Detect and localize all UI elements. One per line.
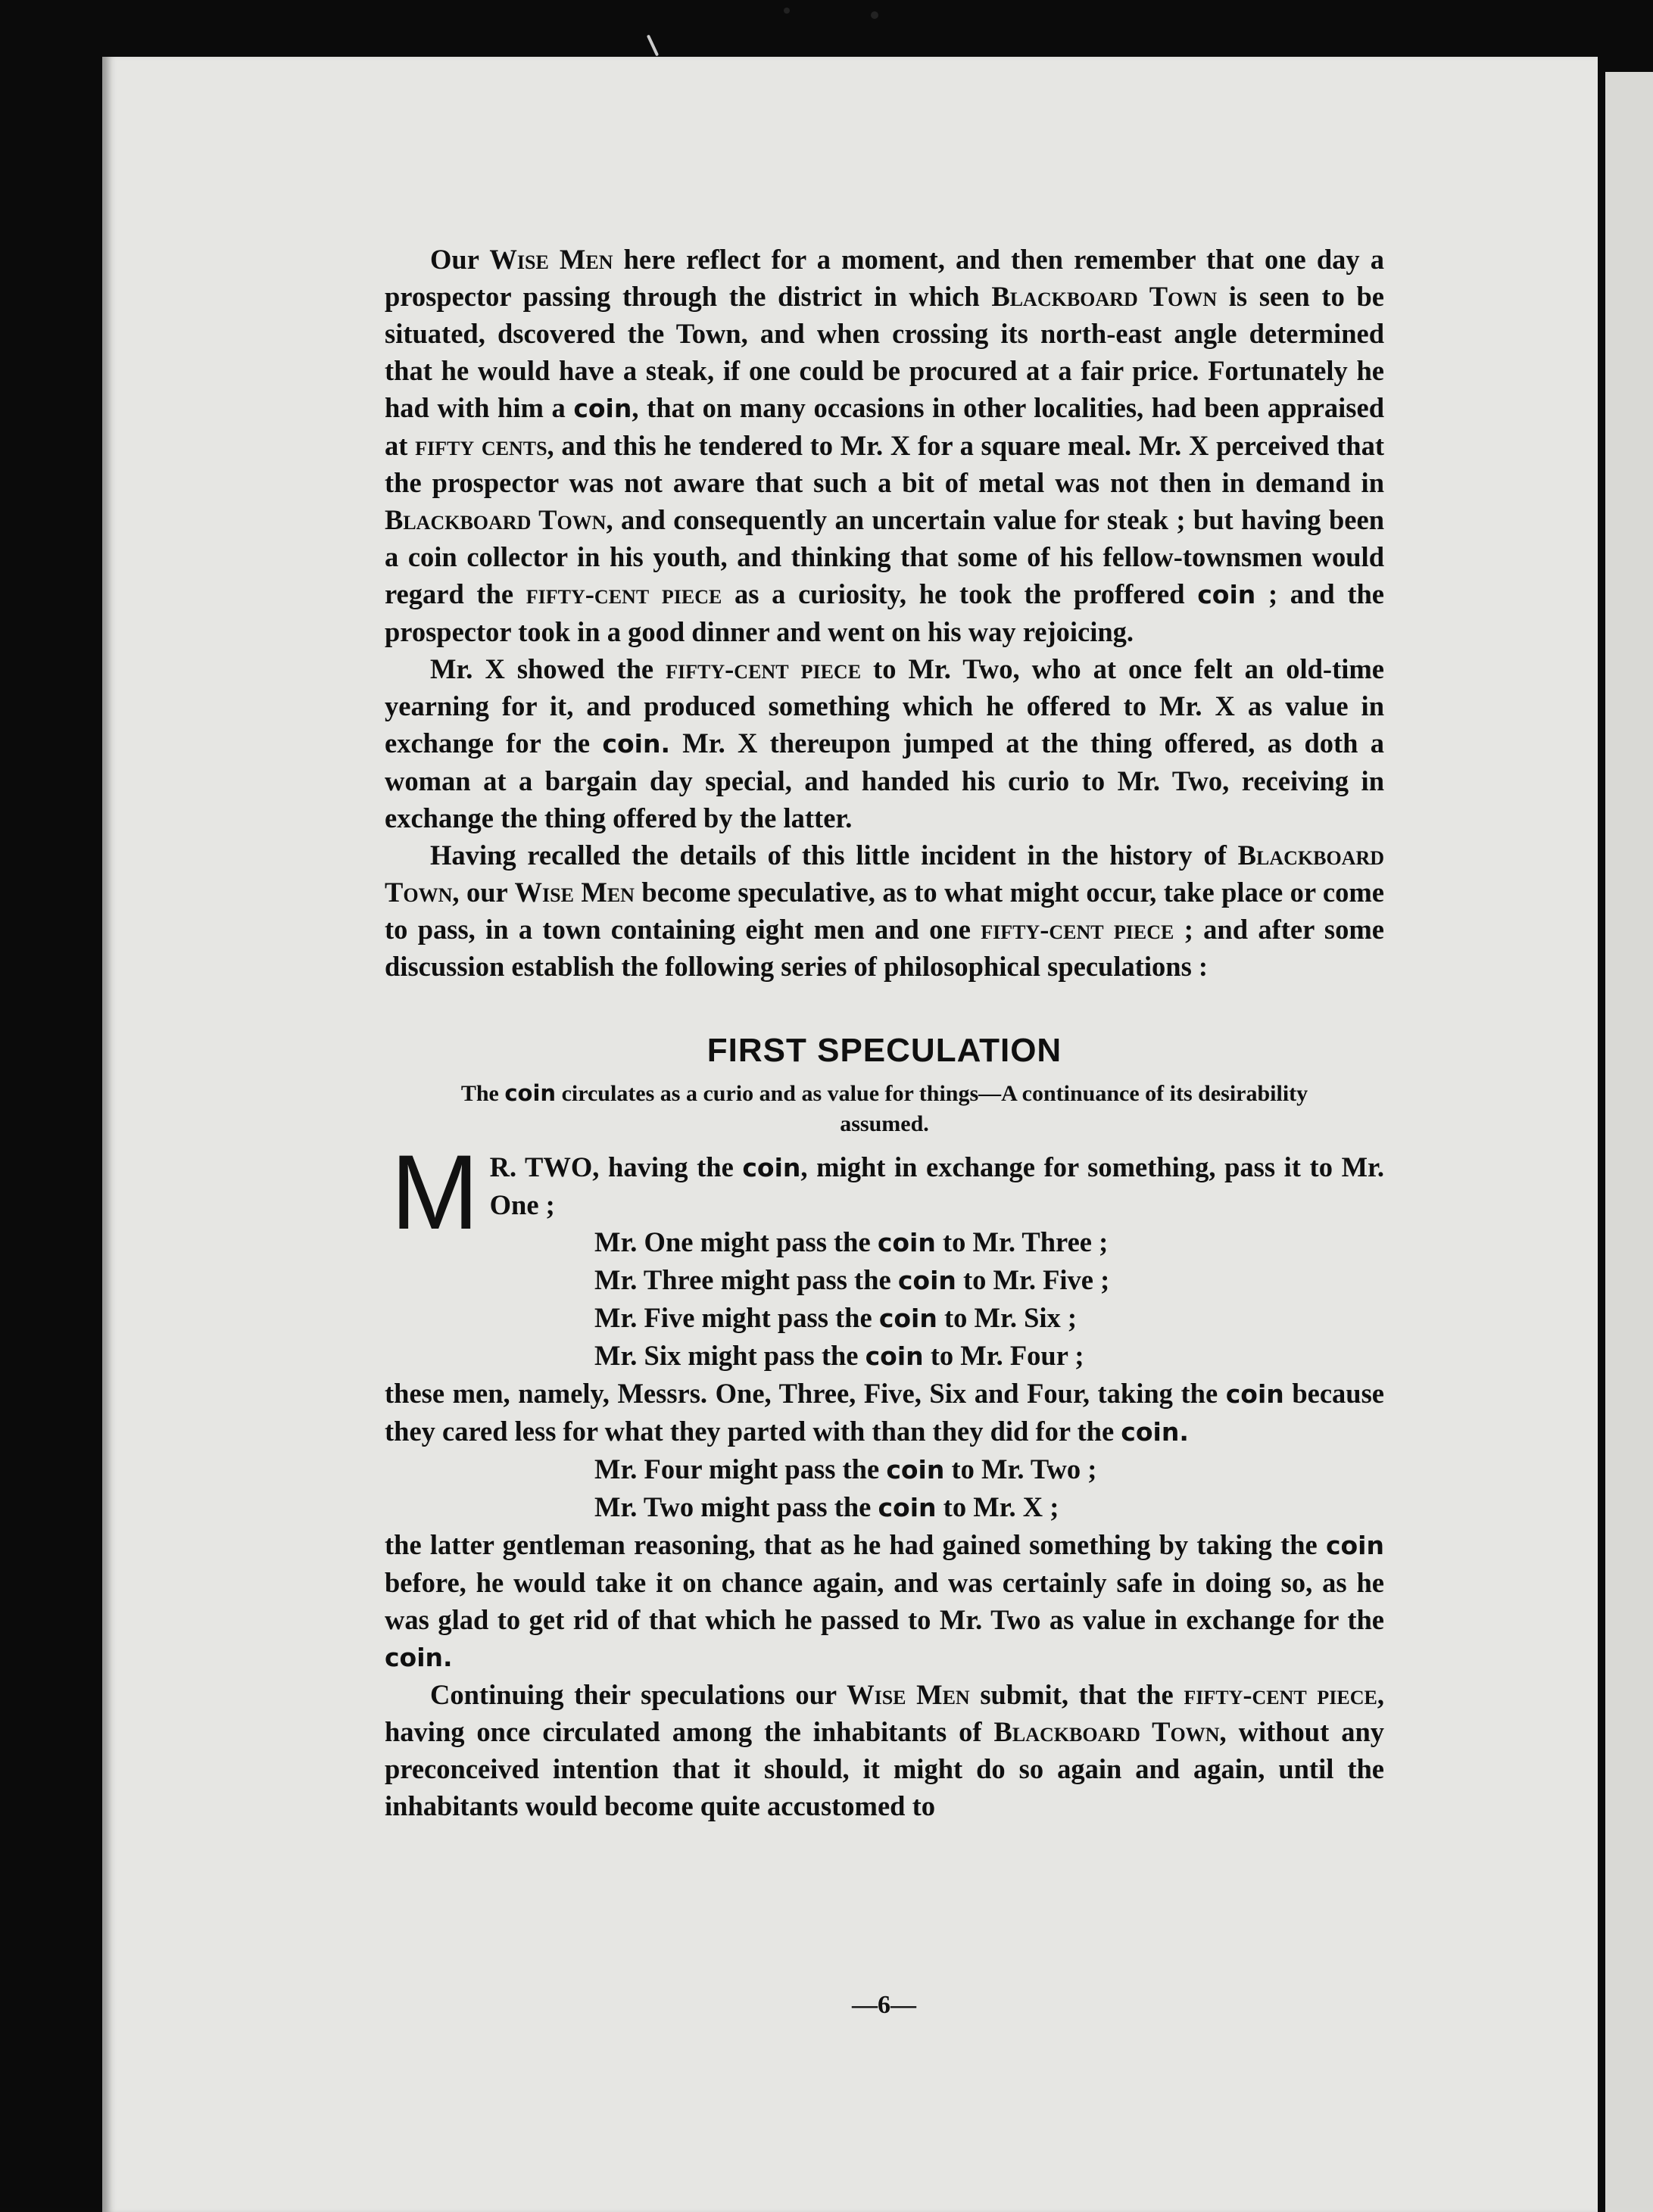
pass-line: Mr. Three might pass the coin to Mr. Five ; <box>594 1264 1110 1295</box>
pass-line: Mr. Six might pass the coin to Mr. Four ; <box>594 1340 1084 1371</box>
intro-paragraph-1: Our Wise Men here reflect for a moment, and then remember that one day a prospector passing through the district in which Blackboard Town is seen to be situated, dscovered the Town, and when crossing its north-east angle determined that he would have a steak, if one could be procured at a fair price. Fortunately he had with him a coin, that on many occasions in other localities, had been appraised at fifty cents, and this he tendered to Mr. X for a square meal. Mr. X perceived that the prospector was not aware that such a bit of metal was not then in demand in Blackboard Town, and consequently an uncertain value for steak ; but having been a coin collector in his youth, and thinking that some of his fellow-townsmen would regard the fifty-cent piece as a curiosity, he took the proffered coin ; and the prospector took in a good dinner and went on his way rejoicing. <box>385 244 1385 647</box>
drop-cap: M <box>391 1132 479 1251</box>
latter-gentleman-paragraph: the latter gentleman reasoning, that as he had gained something by taking the coin before, he would take it on chance again, and was certainly safe in doing so, as he was glad to get rid of that which he passed to Mr. Two as value in exchange for the coin. <box>385 1529 1384 1672</box>
intro-paragraph-2: Mr. X showed the fifty-cent piece to Mr. Two, who at once felt an old-time yearning for it, and produced something which he offered to Mr. X as value in exchange for the coin. Mr. X thereupon jumped at the thing offered, as doth a woman at a bargain day special, and handed his curio to Mr. Two, receiving in exchange the thing offered by the latter. <box>385 653 1384 833</box>
section-title: FIRST SPECULATION <box>706 1032 1062 1069</box>
pass-line: Mr. One might pass the coin to Mr. Three ; <box>594 1226 1109 1257</box>
scan-speck <box>647 35 659 57</box>
page-number: —6— <box>852 1991 916 2019</box>
pass-line: Mr. Two might pass the coin to Mr. X ; <box>594 1491 1059 1522</box>
these-men-paragraph: these men, namely, Messrs. One, Three, Five, Six and Four, taking the coin because they cared less for what they parted with than they did for the coin. <box>385 1378 1384 1447</box>
page-text <box>385 241 1384 1824</box>
intro-paragraph-3: Having recalled the details of this little incident in the history of Blackboard Town, our Wise Men become speculative, as to what might occur, take place or come to pass, in a town containing eight men and one fifty-cent piece ; and after some discussion establish the following series of philosophical speculations : <box>385 840 1384 982</box>
adjacent-page-edge <box>1605 72 1653 2212</box>
pass-line: Mr. Five might pass the coin to Mr. Six ; <box>594 1302 1078 1333</box>
section-subtitle: The coin circulates as a curio and as value for things—A continuance of its desirability assumed. <box>460 1080 1308 1136</box>
scan-speck <box>784 8 790 14</box>
first-speculation-lead: M R. TWO, having the coin, might in exchange for something, pass it to Mr. One ; <box>391 1132 1384 1251</box>
continuing-paragraph: Continuing their speculations our Wise Men submit, that the fifty-cent piece, having once circulated among the inhabitants of Blackboard Town, without any preconceived intention that it should, it might do so again and again, until the inhabitants would become quite accustomed to <box>385 1679 1384 1821</box>
scan-speck <box>871 11 878 19</box>
pass-line: Mr. Four might pass the coin to Mr. Two ; <box>594 1453 1097 1485</box>
